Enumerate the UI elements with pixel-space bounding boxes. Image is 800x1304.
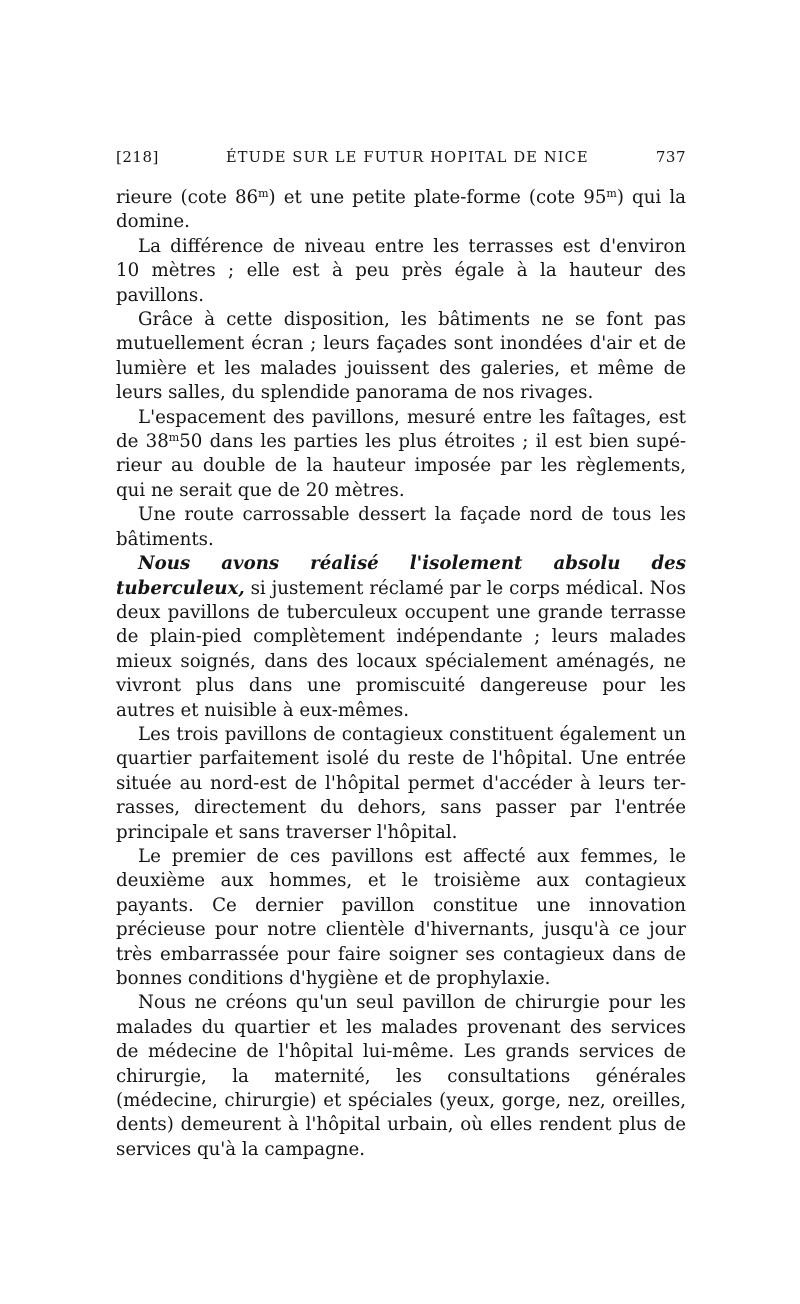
- paragraph: [116, 552, 686, 723]
- paragraph: Une route carrossable dessert la façade nord de tous les bâtiments.: [116, 504, 686, 550]
- unit-superscript: m: [258, 187, 269, 200]
- italic-emphasis: Nous avons réalisé l'isolement absolu des tuberculeux,: [116, 553, 686, 599]
- text-segment: ) et une petite plate-forme (cote 95: [268, 187, 607, 208]
- paragraph: Le premier de ces pavillons est affecté aux femmes, le deuxième aux hommes, et le troisième aux contagieux payants. Ce dernier pavillon constitue une innovation précieuse pour notre clientèle d'hivernants, jusqu'à ce jour très embarrassée pour faire soigner ses contagieux dans de bonnes conditions d'hygiène et de prophylaxie.: [116, 845, 686, 989]
- page-number: 737: [655, 148, 686, 166]
- body-text: [116, 186, 686, 1162]
- paragraph: Nous ne créons qu'un seul pavillon de chirurgie pour les malades du quartier et les malades provenant des services de médecine de l'hôpital lui-même. Les grands services de chirurgie, la maternité, les consultations générales (médecine, chirurgie) et spéciales (yeux, gorge, nez, oreilles, dents) demeurent à l'hôpital urbain, où elles rendent plus de services qu'à la campagne.: [116, 992, 686, 1160]
- running-header: [116, 148, 686, 170]
- paragraph: La différence de niveau entre les terrasses est d'environ 10 mètres ; elle est à peu près égale à la hauteur des pavillons.: [116, 235, 686, 306]
- paragraph: [116, 406, 686, 504]
- text-segment: 50 dans les parties les plus étroites ; il est bien supérieur au double de la hauteur imposée par les règlements, qui ne serait que de 20 mètres.: [116, 431, 686, 501]
- unit-superscript: m: [606, 187, 617, 200]
- section-number: [218]: [116, 148, 159, 166]
- paragraph: Grâce à cette disposition, les bâtiments ne se font pas mutuellement écran ; leurs façades sont inondées d'air et de lumière et les malades jouissent des galeries, et même de leurs salles, du splendide panorama de nos rivages.: [116, 309, 686, 404]
- text-segment: rieure (cote 86: [116, 187, 259, 208]
- paragraph: Les trois pavillons de contagieux constituent également un quartier parfaitement isolé du reste de l'hôpital. Une entrée située au nord-est de l'hôpital permet d'accéder à leurs terrasses, directement du dehors, sans passer par l'entrée principale et sans traverser l'hôpital.: [116, 723, 686, 843]
- text-segment: ) qui la domine.: [116, 187, 686, 233]
- unit-superscript: m: [168, 431, 180, 445]
- running-title: ÉTUDE SUR LE FUTUR HOPITAL DE NICE: [225, 150, 589, 166]
- text-segment: L'espacement des pavillons, mesuré entre les faîtages, est de 38: [116, 406, 686, 453]
- paragraph-continued: [116, 186, 686, 235]
- text-segment: si justement réclamé par le corps médical. Nos deux pavillons de tuberculeux occupent une grande terrasse de plain-pied complètement indépendante ; leurs malades mieux soignés, dans des locaux spécialement aménagés, ne vivront plus dans une promiscuité dangereuse pour les autres et nuisible à eux-mêmes.: [116, 577, 686, 721]
- document-page: [116, 148, 686, 1162]
